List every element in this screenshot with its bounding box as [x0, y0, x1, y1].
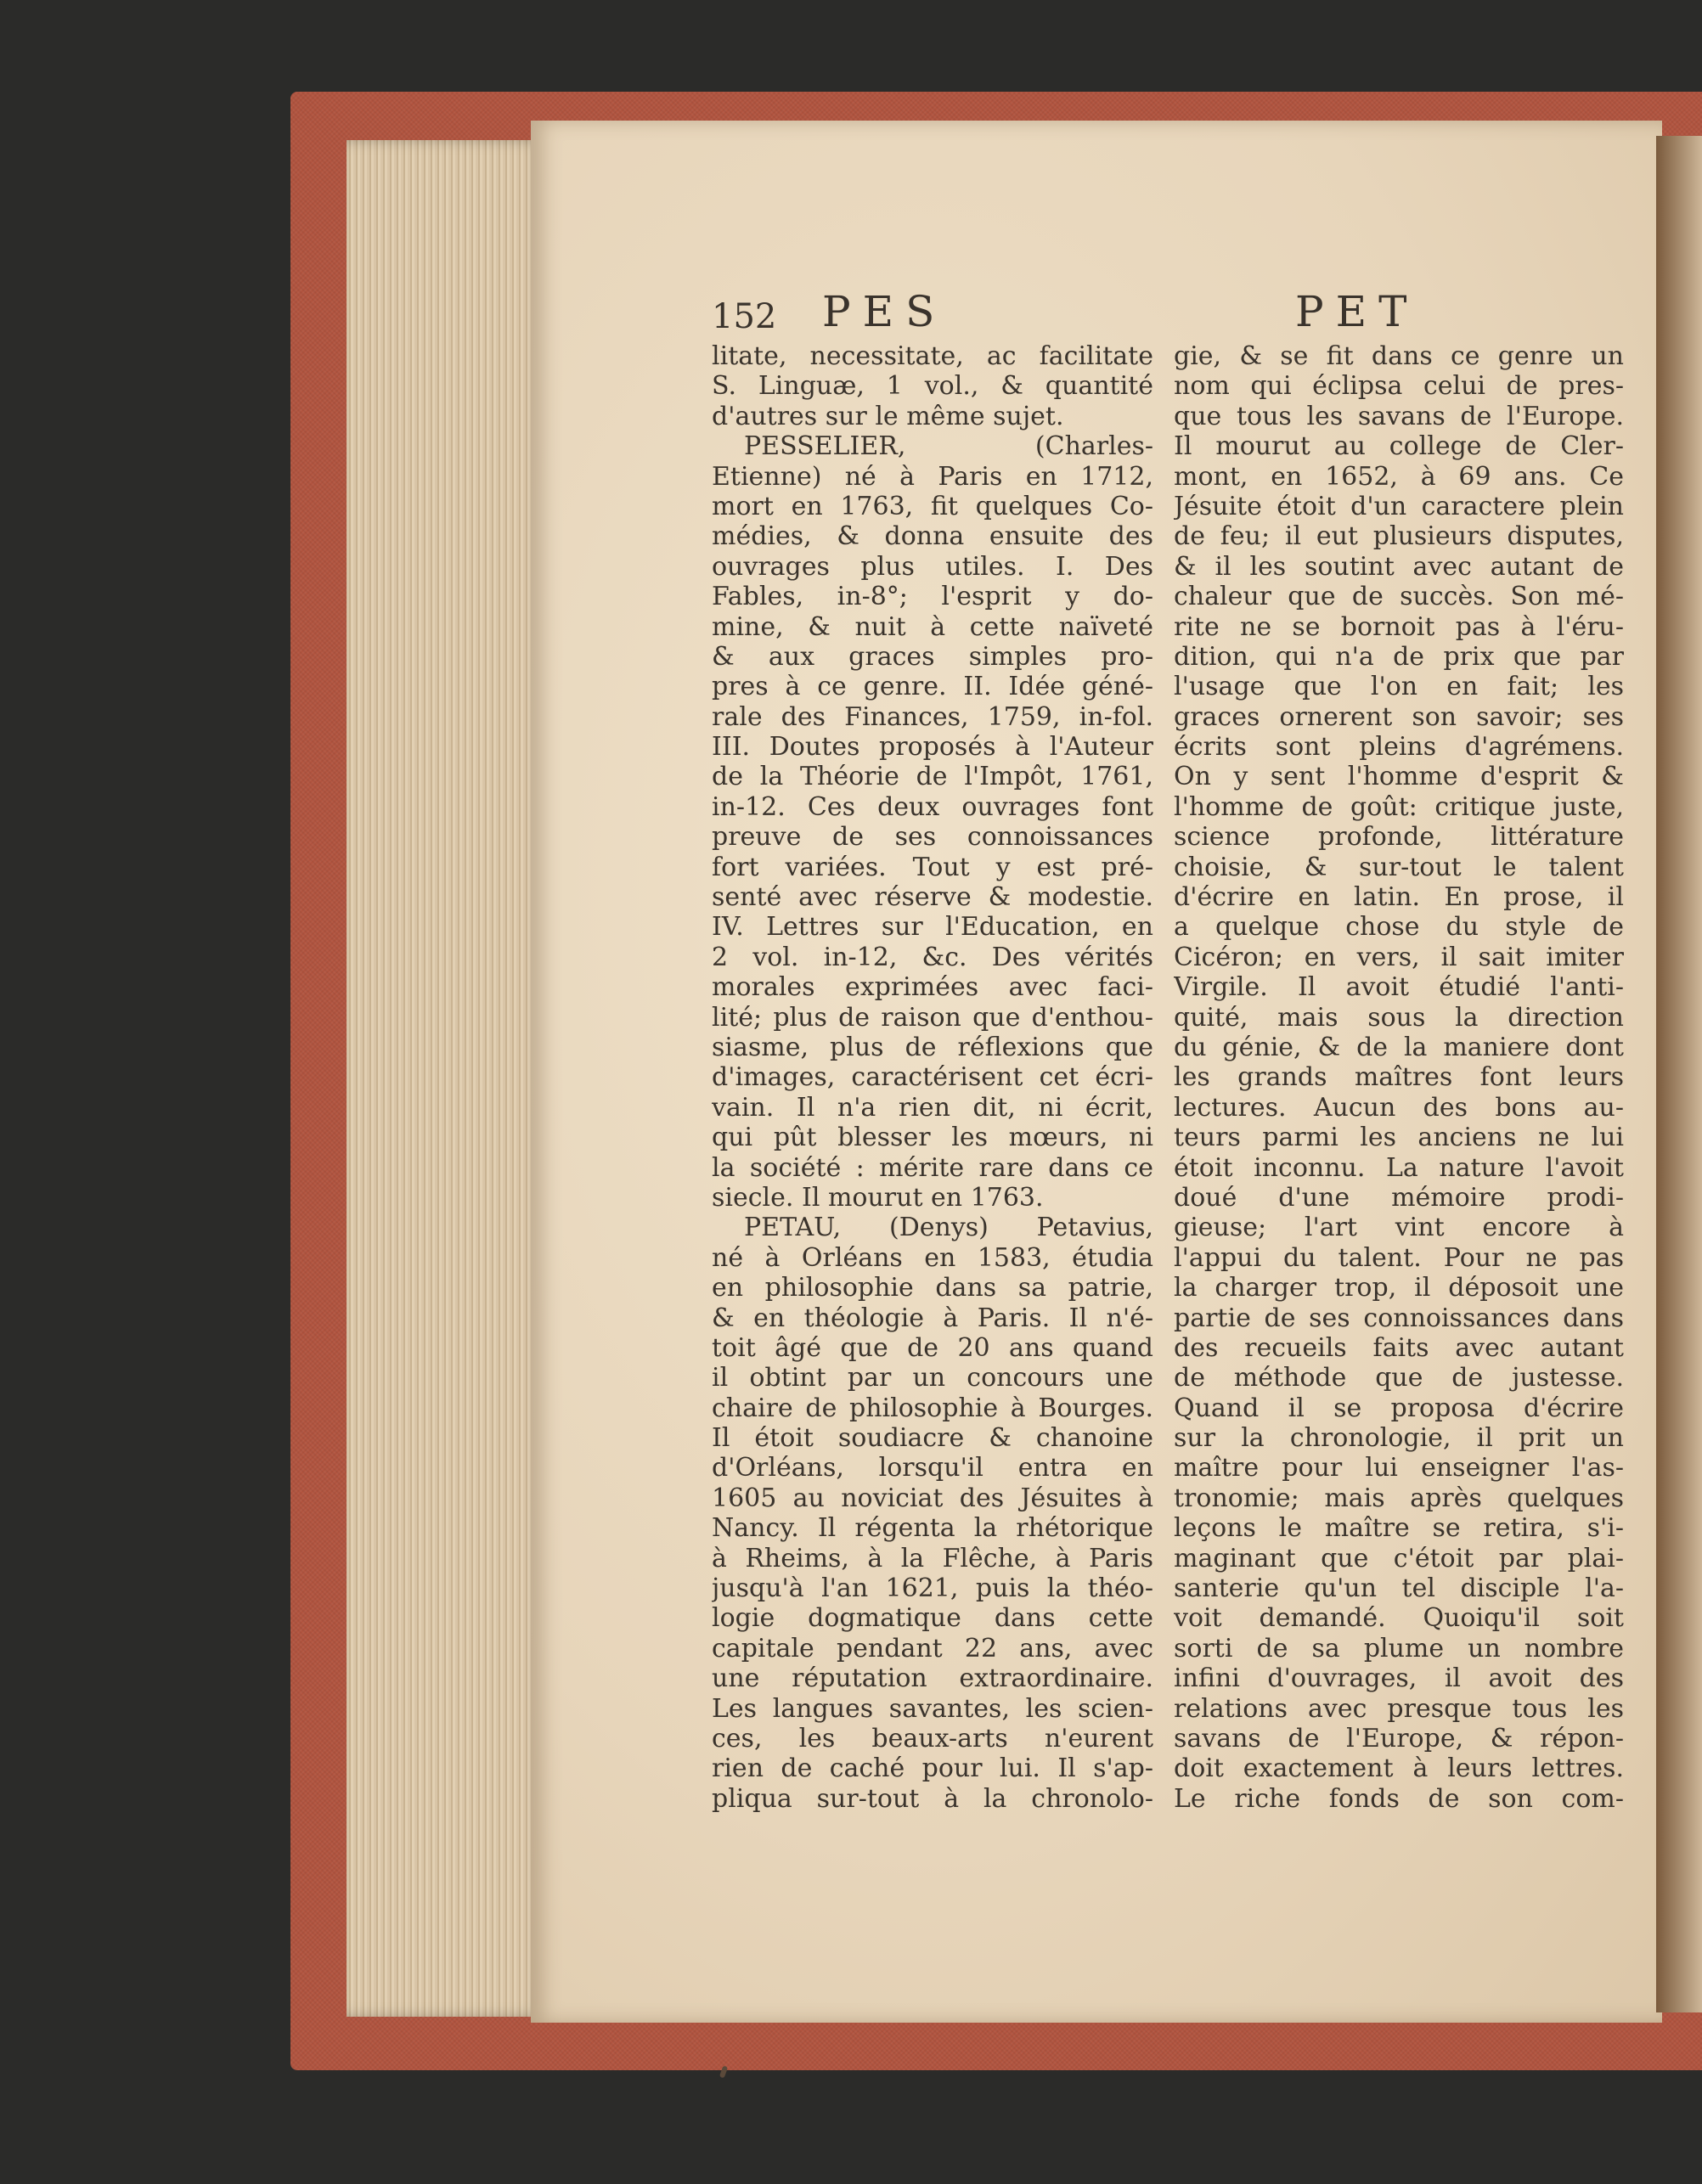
- text-line: l'homme de goût: critique juste,: [1174, 791, 1624, 822]
- text-line: Les langues savantes, les scien-: [712, 1693, 1153, 1724]
- text-line: capitale pendant 22 ans, avec: [712, 1633, 1153, 1663]
- text-line: & aux graces simples pro-: [712, 641, 1153, 672]
- text-line: il obtint par un concours une: [712, 1363, 1153, 1393]
- text-line: nom qui éclipsa celui de pres-: [1174, 371, 1624, 402]
- text-line: 1605 au noviciat des Jésuites à: [712, 1483, 1153, 1513]
- text-line: écrits sont pleins d'agrémens.: [1174, 732, 1624, 763]
- text-line: science profonde, littérature: [1174, 822, 1624, 853]
- text-line: en philosophie dans sa patrie,: [712, 1273, 1153, 1303]
- text-line: Le riche fonds de son com-: [1174, 1783, 1624, 1814]
- text-line: III. Doutes proposés à l'Auteur: [712, 732, 1153, 763]
- text-line: PETAU, (Denys) Petavius,: [744, 1213, 1153, 1243]
- text-line: Il mourut au college de Cler-: [1174, 431, 1624, 462]
- text-line: que tous les savans de l'Europe.: [1174, 401, 1624, 431]
- text-line: PESSELIER, (Charles-: [744, 431, 1153, 462]
- text-line: Cicéron; en vers, il sait imiter: [1174, 942, 1624, 972]
- text-line: senté avec réserve & modestie.: [712, 882, 1153, 913]
- text-line: a quelque chose du style de: [1174, 912, 1624, 943]
- text-line: quité, mais sous la direction: [1174, 1002, 1624, 1033]
- left-text-column: [712, 341, 1153, 1814]
- text-line: d'images, caractérisent cet écri-: [712, 1062, 1153, 1093]
- text-line: étoit inconnu. La nature l'avoit: [1174, 1152, 1624, 1183]
- text-line: gieuse; l'art vint encore à: [1174, 1213, 1624, 1243]
- text-line: santerie qu'un tel disciple l'a-: [1174, 1573, 1624, 1604]
- text-line: Jésuite étoit d'un caractere plein: [1174, 491, 1624, 521]
- text-line: infini d'ouvrages, il avoit des: [1174, 1663, 1624, 1694]
- text-line: IV. Lettres sur l'Education, en: [712, 912, 1153, 943]
- running-head-right: PET: [1295, 287, 1419, 336]
- text-line: des recueils faits avec autant: [1174, 1332, 1624, 1363]
- text-line: mine, & nuit à cette naïveté: [712, 611, 1153, 642]
- facing-page-edge: [1656, 136, 1702, 2012]
- text-line: Virgile. Il avoit étudié l'anti-: [1174, 972, 1624, 1003]
- text-line: doit exactement à leurs lettres.: [1174, 1753, 1624, 1784]
- text-line: leçons le maître se retira, s'i-: [1174, 1513, 1624, 1544]
- text-line: partie de ses connoissances dans: [1174, 1303, 1624, 1333]
- text-line: maginant que c'étoit par plai-: [1174, 1543, 1624, 1573]
- text-line: tronomie; mais après quelques: [1174, 1483, 1624, 1513]
- text-line: litate, necessitate, ac facilitate: [712, 341, 1153, 371]
- text-line: qui pût blesser les mœurs, ni: [712, 1123, 1153, 1153]
- text-line: Fables, in-8°; l'esprit y do-: [712, 582, 1153, 612]
- text-line: d'autres sur le même sujet.: [712, 401, 1064, 431]
- text-line: in-12. Ces deux ouvrages font: [712, 791, 1153, 822]
- text-line: lectures. Aucun des bons au-: [1174, 1092, 1624, 1123]
- text-line: relations avec presque tous les: [1174, 1693, 1624, 1724]
- page-number: 152: [712, 297, 777, 336]
- text-line: une réputation extraordinaire.: [712, 1663, 1153, 1694]
- text-line: logie dogmatique dans cette: [712, 1603, 1153, 1634]
- text-line: & en théologie à Paris. Il n'é-: [712, 1303, 1153, 1333]
- text-line: & il les soutint avec autant de: [1174, 551, 1624, 582]
- text-line: rien de caché pour lui. Il s'ap-: [712, 1753, 1153, 1784]
- text-line: voit demandé. Quoiqu'il soit: [1174, 1603, 1624, 1634]
- text-line: d'écrire en latin. En prose, il: [1174, 882, 1624, 913]
- text-line: sur la chronologie, il prit un: [1174, 1423, 1624, 1454]
- text-line: choisie, & sur-tout le talent: [1174, 852, 1624, 882]
- text-line: pliqua sur-tout à la chronolo-: [712, 1783, 1153, 1814]
- text-line: morales exprimées avec faci-: [712, 972, 1153, 1003]
- text-line: fort variées. Tout y est pré-: [712, 852, 1153, 882]
- text-line: savans de l'Europe, & répon-: [1174, 1723, 1624, 1753]
- text-line: graces ornerent son savoir; ses: [1174, 701, 1624, 732]
- text-line: siecle. Il mourut en 1763.: [712, 1182, 1044, 1213]
- text-line: les grands maîtres font leurs: [1174, 1062, 1624, 1093]
- text-line: Etienne) né à Paris en 1712,: [712, 461, 1153, 492]
- text-line: de feu; il eut plusieurs disputes,: [1174, 521, 1624, 552]
- text-line: mont, en 1652, à 69 ans. Ce: [1174, 461, 1624, 492]
- text-line: Il étoit soudiacre & chanoine: [712, 1423, 1153, 1454]
- text-line: S. Linguæ, 1 vol., & quantité: [712, 371, 1153, 402]
- text-line: médies, & donna ensuite des: [712, 521, 1153, 552]
- text-line: ouvrages plus utiles. I. Des: [712, 551, 1153, 582]
- text-line: de la Théorie de l'Impôt, 1761,: [712, 762, 1153, 792]
- text-line: dition, qui n'a de prix que par: [1174, 641, 1624, 672]
- running-head-left: PES: [822, 287, 947, 336]
- text-line: né à Orléans en 1583, étudia: [712, 1242, 1153, 1273]
- text-line: gie, & se fit dans ce genre un: [1174, 341, 1624, 371]
- text-line: d'Orléans, lorsqu'il entra en: [712, 1453, 1153, 1483]
- text-line: du génie, & de la maniere dont: [1174, 1032, 1624, 1062]
- text-line: la charger trop, il déposoit une: [1174, 1273, 1624, 1303]
- text-line: Quand il se proposa d'écrire: [1174, 1393, 1624, 1423]
- text-line: Nancy. Il régenta la rhétorique: [712, 1513, 1153, 1544]
- text-line: chaire de philosophie à Bourges.: [712, 1393, 1153, 1423]
- text-line: l'usage que l'on en fait; les: [1174, 672, 1624, 702]
- text-line: rale des Finances, 1759, in-fol.: [712, 701, 1153, 732]
- text-line: ces, les beaux-arts n'eurent: [712, 1723, 1153, 1753]
- text-line: chaleur que de succès. Son mé-: [1174, 582, 1624, 612]
- text-line: l'appui du talent. Pour ne pas: [1174, 1242, 1624, 1273]
- text-line: rite ne se bornoit pas à l'éru-: [1174, 611, 1624, 642]
- text-line: 2 vol. in-12, &c. Des vérités: [712, 942, 1153, 972]
- text-line: pres à ce genre. II. Idée géné-: [712, 672, 1153, 702]
- text-line: à Rheims, à la Flêche, à Paris: [712, 1543, 1153, 1573]
- text-line: maître pour lui enseigner l'as-: [1174, 1453, 1624, 1483]
- text-line: toit âgé que de 20 ans quand: [712, 1332, 1153, 1363]
- text-line: jusqu'à l'an 1621, puis la théo-: [712, 1573, 1153, 1604]
- text-line: siasme, plus de réflexions que: [712, 1032, 1153, 1062]
- text-line: On y sent l'homme d'esprit &: [1174, 762, 1624, 792]
- text-line: doué d'une mémoire prodi-: [1174, 1182, 1624, 1213]
- text-line: preuve de ses connoissances: [712, 822, 1153, 853]
- text-line: de méthode que de justesse.: [1174, 1363, 1624, 1393]
- text-line: lité; plus de raison que d'enthou-: [712, 1002, 1153, 1033]
- text-line: teurs parmi les anciens ne lui: [1174, 1123, 1624, 1153]
- text-line: mort en 1763, fit quelques Co-: [712, 491, 1153, 521]
- text-line: sorti de sa plume un nombre: [1174, 1633, 1624, 1663]
- page-edges: [347, 140, 546, 2017]
- text-line: vain. Il n'a rien dit, ni écrit,: [712, 1092, 1153, 1123]
- right-text-column: [1174, 341, 1624, 1814]
- text-line: la société : mérite rare dans ce: [712, 1152, 1153, 1183]
